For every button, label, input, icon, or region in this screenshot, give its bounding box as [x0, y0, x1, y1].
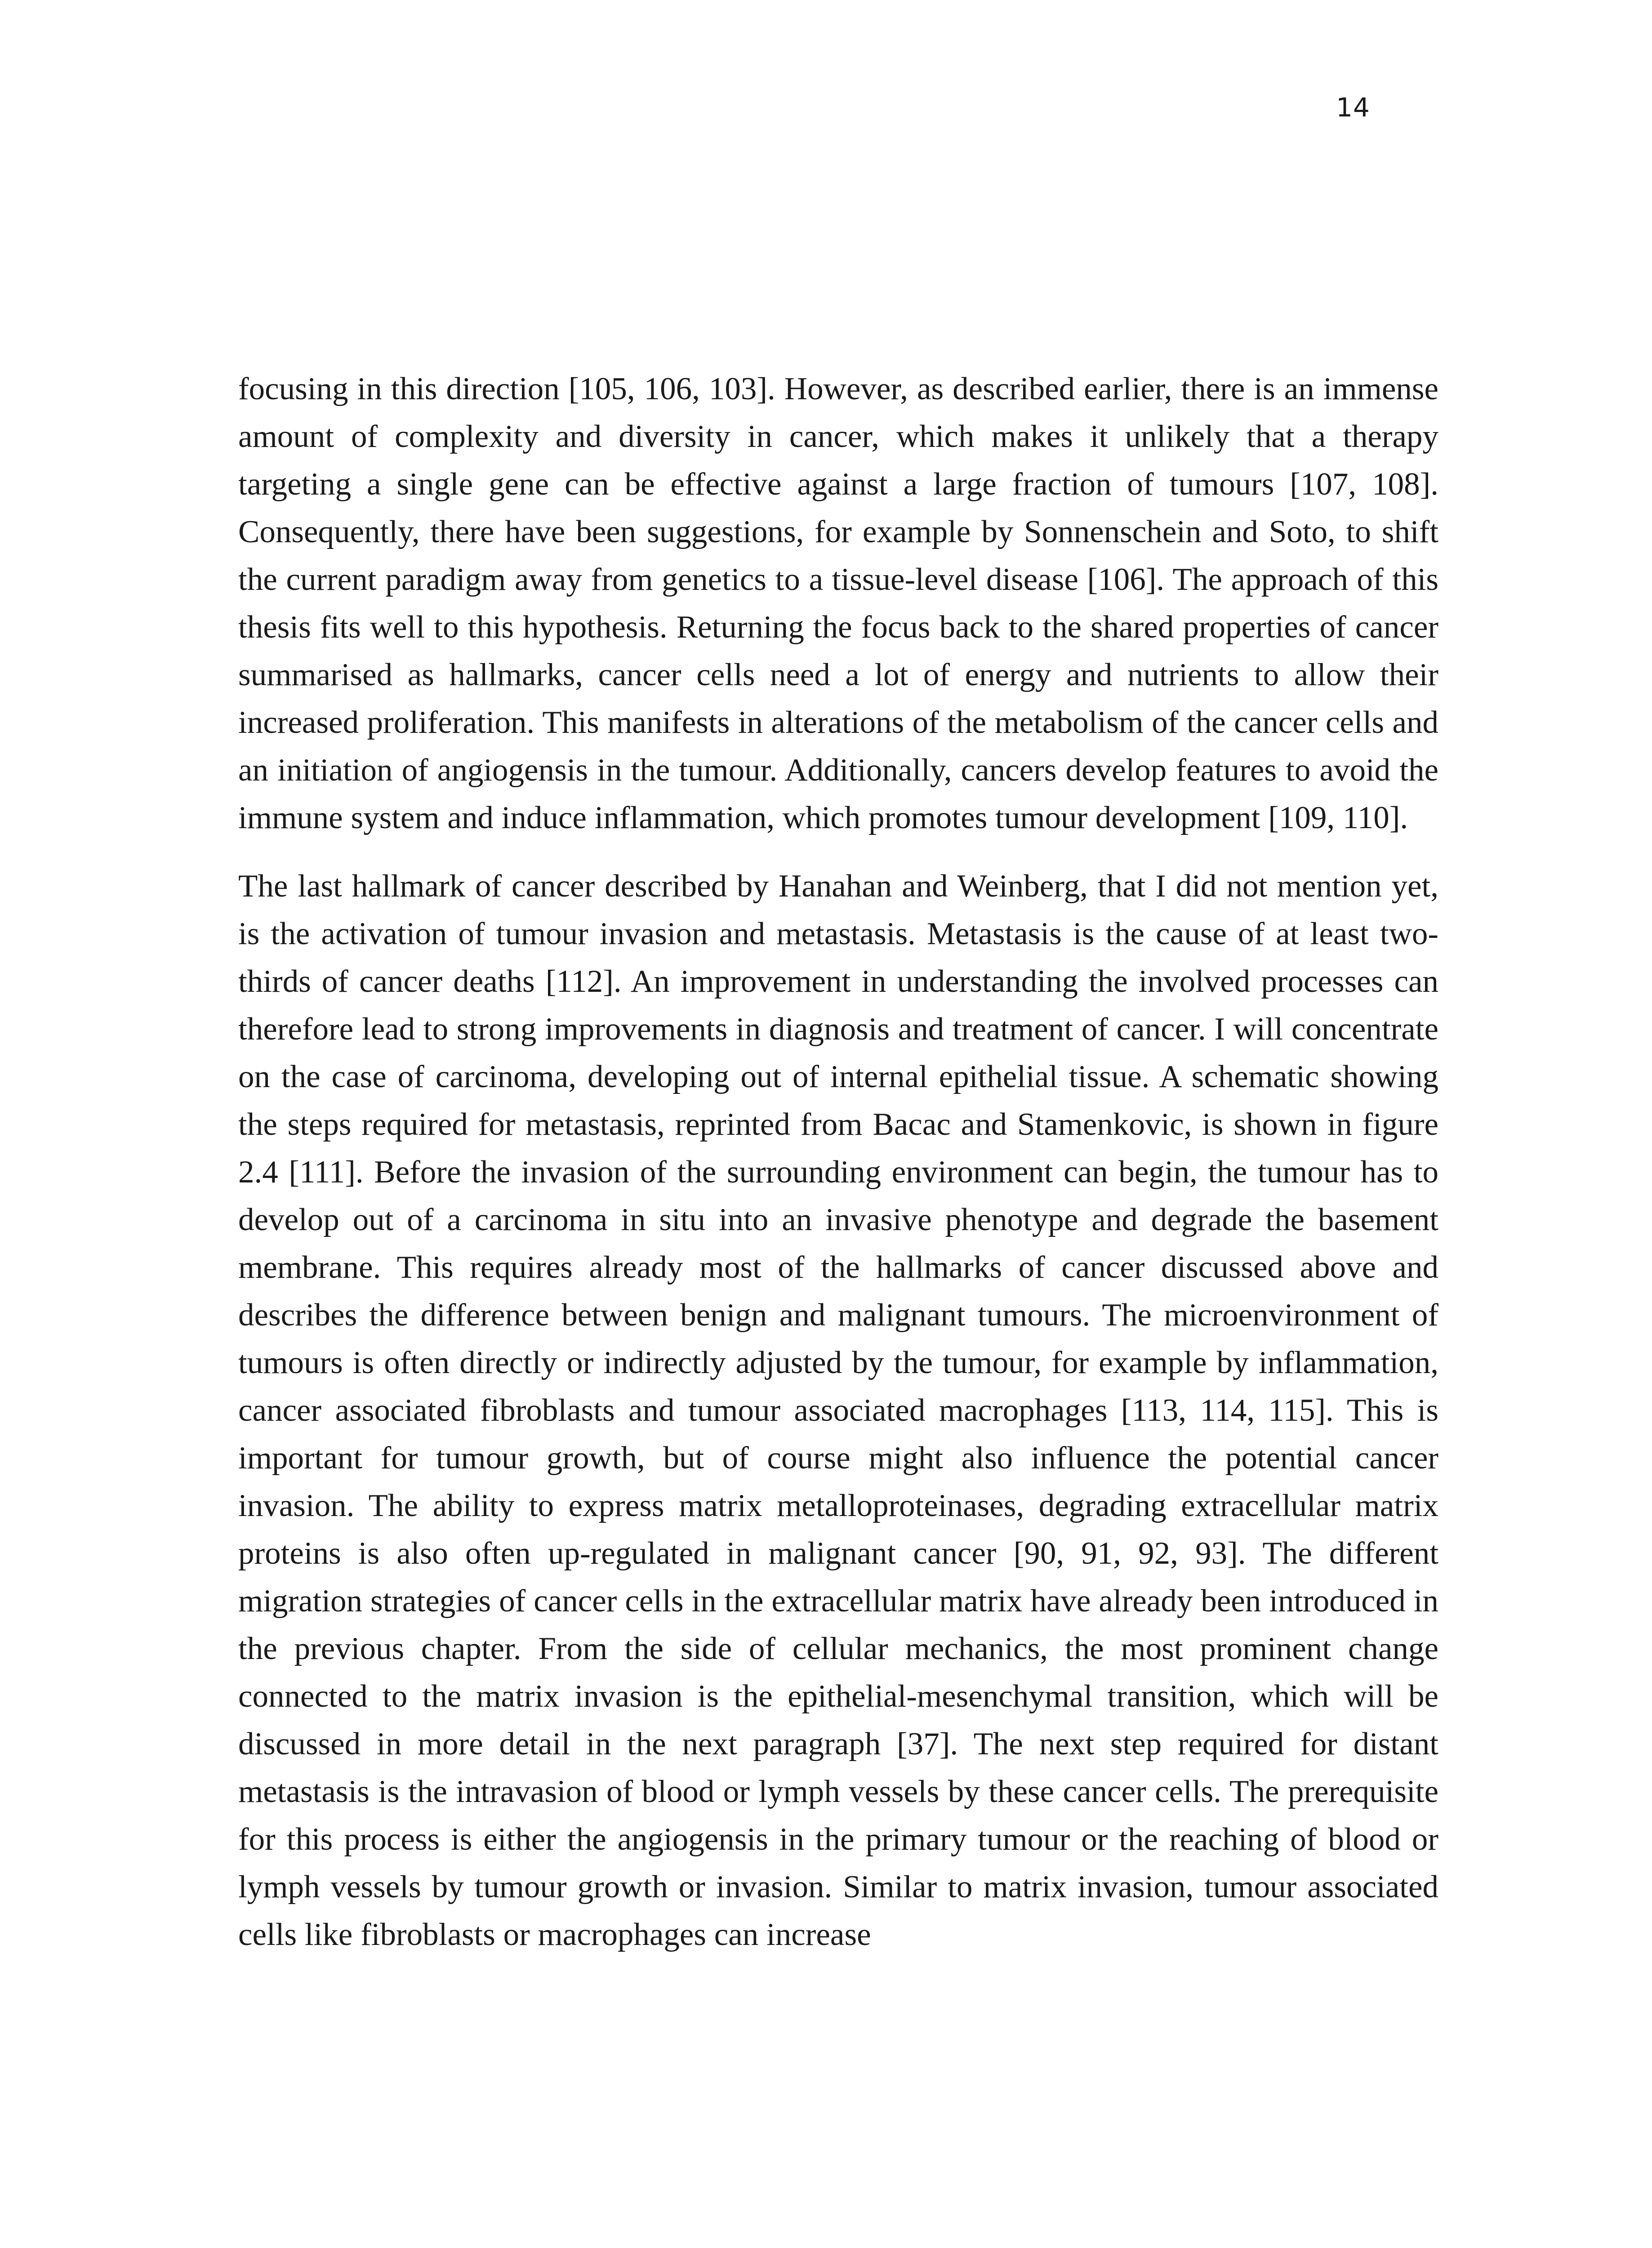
body-text [238, 365, 1438, 1958]
paragraph: focusing in this direction [105, 106, 103]. However, as described earlier, there is an immense amount of complexity and diversity in cancer, which makes it unlikely that a therapy targeting a single gene can be effective against a large fraction of tumours [107, 108]. Consequently, there have been suggestions, for example by Sonnenschein and Soto, to shift the current paradigm away from genetics to a tissue-level disease [106]. The approach of this thesis fits well to this hypothesis. Returning the focus back to the shared properties of cancer summarised as hallmarks, cancer cells need a lot of energy and nutrients to allow their increased proliferation. This manifests in alterations of the metabolism of the cancer cells and an initiation of angiogensis in the tumour. Additionally, cancers develop features to avoid the immune system and induce inflammation, which promotes tumour development [109, 110]. [238, 371, 1438, 835]
paragraph: The last hallmark of cancer described by Hanahan and Weinberg, that I did not mention yet, is the activation of tumour invasion and metastasis. Metastasis is the cause of at least two-thirds of cancer deaths [112]. An improvement in understanding the involved processes can therefore lead to strong improvements in diagnosis and treatment of cancer. I will concentrate on the case of carcinoma, developing out of internal epithelial tissue. A schematic showing the steps required for metastasis, reprinted from Bacac and Stamenkovic, is shown in figure 2.4 [111]. Before the invasion of the surrounding environment can begin, the tumour has to develop out of a carcinoma in situ into an invasive phenotype and degrade the basement membrane. This requires already most of the hallmarks of cancer discussed above and describes the difference between benign and malignant tumours. The microenvironment of tumours is often directly or indirectly adjusted by the tumour, for example by inflammation, cancer associated fibroblasts and tumour associated macrophages [113, 114, 115]. This is important for tumour growth, but of course might also influence the potential cancer invasion. The ability to express matrix metalloproteinases, degrading extracellular matrix proteins is also often up-regulated in malignant cancer [90, 91, 92, 93]. The different migration strategies of cancer cells in the extracellular matrix have already been introduced in the previous chapter. From the side of cellular mechanics, the most prominent change connected to the matrix invasion is the epithelial-mesenchymal transition, which will be discussed in more detail in the next paragraph [37]. The next step required for distant metastasis is the intravasion of blood or lymph vessels by these cancer cells. The prerequisite for this process is either the angiogensis in the primary tumour or the reaching of blood or lymph vessels by tumour growth or invasion. Similar to matrix invasion, tumour associated cells like fibroblasts or macrophages can increase [238, 869, 1438, 1952]
page-number: 14 [1336, 92, 1370, 123]
